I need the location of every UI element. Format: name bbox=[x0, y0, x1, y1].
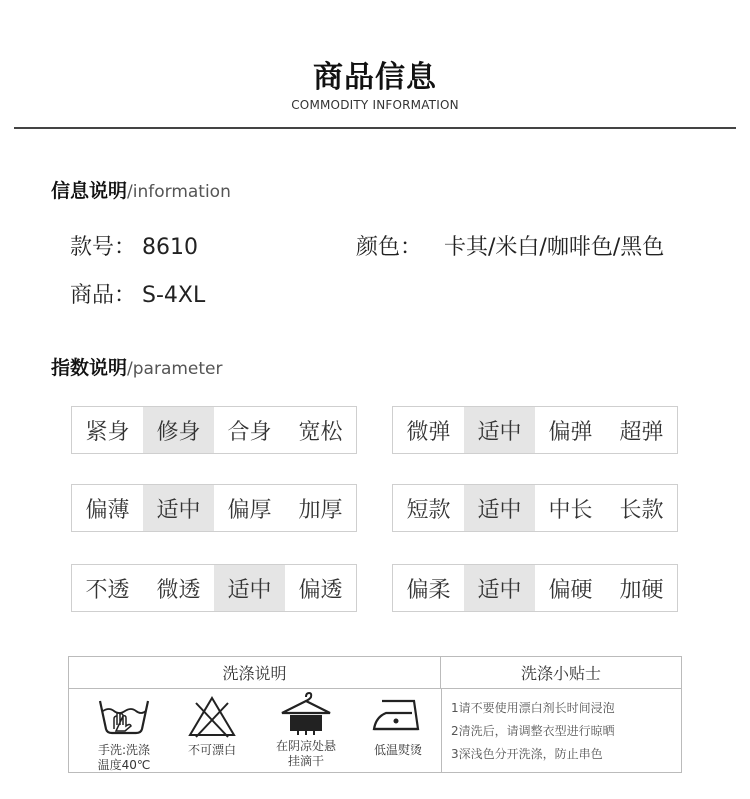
hang-dry-text-1: 在阴凉处悬 bbox=[275, 739, 336, 753]
wash-instructions-header: 洗涤说明 bbox=[69, 657, 441, 689]
care-item-hang-dry bbox=[263, 691, 349, 769]
parameter-scale bbox=[392, 406, 678, 454]
scale-option: 宽松 bbox=[298, 419, 343, 445]
hand-wash-text-1: 手洗:洗涤 bbox=[97, 743, 151, 757]
wash-tip-1: 1请不要使用漂白剂长时间浸泡 bbox=[451, 701, 615, 715]
color-value: 卡其/米白/咖啡色/黑色 bbox=[444, 235, 665, 260]
scale-option-selected: 适中 bbox=[464, 565, 535, 611]
scale-option: 加厚 bbox=[298, 497, 343, 523]
no-bleach-icon bbox=[182, 695, 242, 739]
scale-option-selected: 适中 bbox=[464, 485, 535, 531]
scale-option: 偏透 bbox=[298, 577, 343, 603]
care-item-low-iron bbox=[355, 695, 441, 758]
size-value: S-4XL bbox=[142, 283, 206, 308]
scale-option: 偏弹 bbox=[548, 419, 593, 445]
info-heading-en: /information bbox=[127, 182, 231, 202]
scale-option: 紧身 bbox=[85, 419, 130, 445]
style-number-value: 8610 bbox=[142, 235, 199, 260]
hand-wash-text-2: 温度40℃ bbox=[97, 758, 151, 772]
scale-option: 长款 bbox=[619, 497, 664, 523]
info-heading-cn: 信息说明 bbox=[51, 180, 128, 202]
color-row bbox=[356, 230, 664, 261]
hang-dry-shade-icon bbox=[276, 691, 336, 735]
parameter-scale bbox=[392, 564, 678, 612]
scale-option: 超弹 bbox=[619, 419, 664, 445]
no-bleach-text: 不可漂白 bbox=[187, 743, 236, 757]
wash-tip-2: 2清洗后，请调整衣型进行晾晒 bbox=[451, 724, 615, 738]
wash-tip-3: 3深浅色分开洗涤，防止串色 bbox=[451, 747, 603, 761]
scale-option-selected: 适中 bbox=[464, 407, 535, 453]
hang-dry-text-2: 挂滴干 bbox=[287, 754, 324, 768]
parameter-scale bbox=[71, 484, 357, 532]
page-subtitle: COMMODITY INFORMATION bbox=[291, 98, 459, 112]
scale-option: 不透 bbox=[85, 577, 130, 603]
low-temp-iron-icon bbox=[368, 695, 428, 739]
scale-option: 偏柔 bbox=[406, 577, 451, 603]
parameter-scale bbox=[71, 406, 357, 454]
care-divider bbox=[441, 689, 442, 772]
wash-tips-list bbox=[451, 697, 681, 766]
scale-option: 中长 bbox=[548, 497, 593, 523]
style-number-label: 款号： bbox=[70, 235, 137, 260]
scale-option: 微弹 bbox=[406, 419, 451, 445]
scale-option: 短款 bbox=[406, 497, 451, 523]
care-item-no-bleach bbox=[169, 695, 255, 758]
care-item-hand-wash bbox=[81, 695, 167, 773]
scale-option-selected: 适中 bbox=[143, 485, 214, 531]
info-section-heading bbox=[51, 176, 231, 203]
param-section-heading bbox=[51, 353, 223, 380]
size-row bbox=[70, 278, 205, 309]
scale-option: 加硬 bbox=[619, 577, 664, 603]
page-title: 商品信息 bbox=[313, 60, 437, 95]
scale-option: 偏硬 bbox=[548, 577, 593, 603]
scale-option: 微透 bbox=[156, 577, 201, 603]
color-label: 颜色： bbox=[356, 235, 423, 260]
scale-option: 偏薄 bbox=[85, 497, 130, 523]
parameter-scale bbox=[392, 484, 678, 532]
parameter-scale bbox=[71, 564, 357, 612]
low-iron-text: 低温熨烫 bbox=[373, 743, 422, 757]
scale-option: 合身 bbox=[227, 419, 272, 445]
hand-wash-icon bbox=[94, 695, 154, 739]
wash-tips-header: 洗涤小贴士 bbox=[441, 657, 681, 689]
param-heading-en: /parameter bbox=[127, 359, 223, 379]
style-number-row bbox=[70, 230, 198, 261]
param-heading-cn: 指数说明 bbox=[51, 357, 128, 379]
header-divider bbox=[14, 127, 736, 129]
care-table bbox=[68, 656, 682, 773]
scale-option: 偏厚 bbox=[227, 497, 272, 523]
size-label: 商品： bbox=[70, 283, 137, 308]
scale-option-selected: 修身 bbox=[143, 407, 214, 453]
scale-option-selected: 适中 bbox=[214, 565, 285, 611]
